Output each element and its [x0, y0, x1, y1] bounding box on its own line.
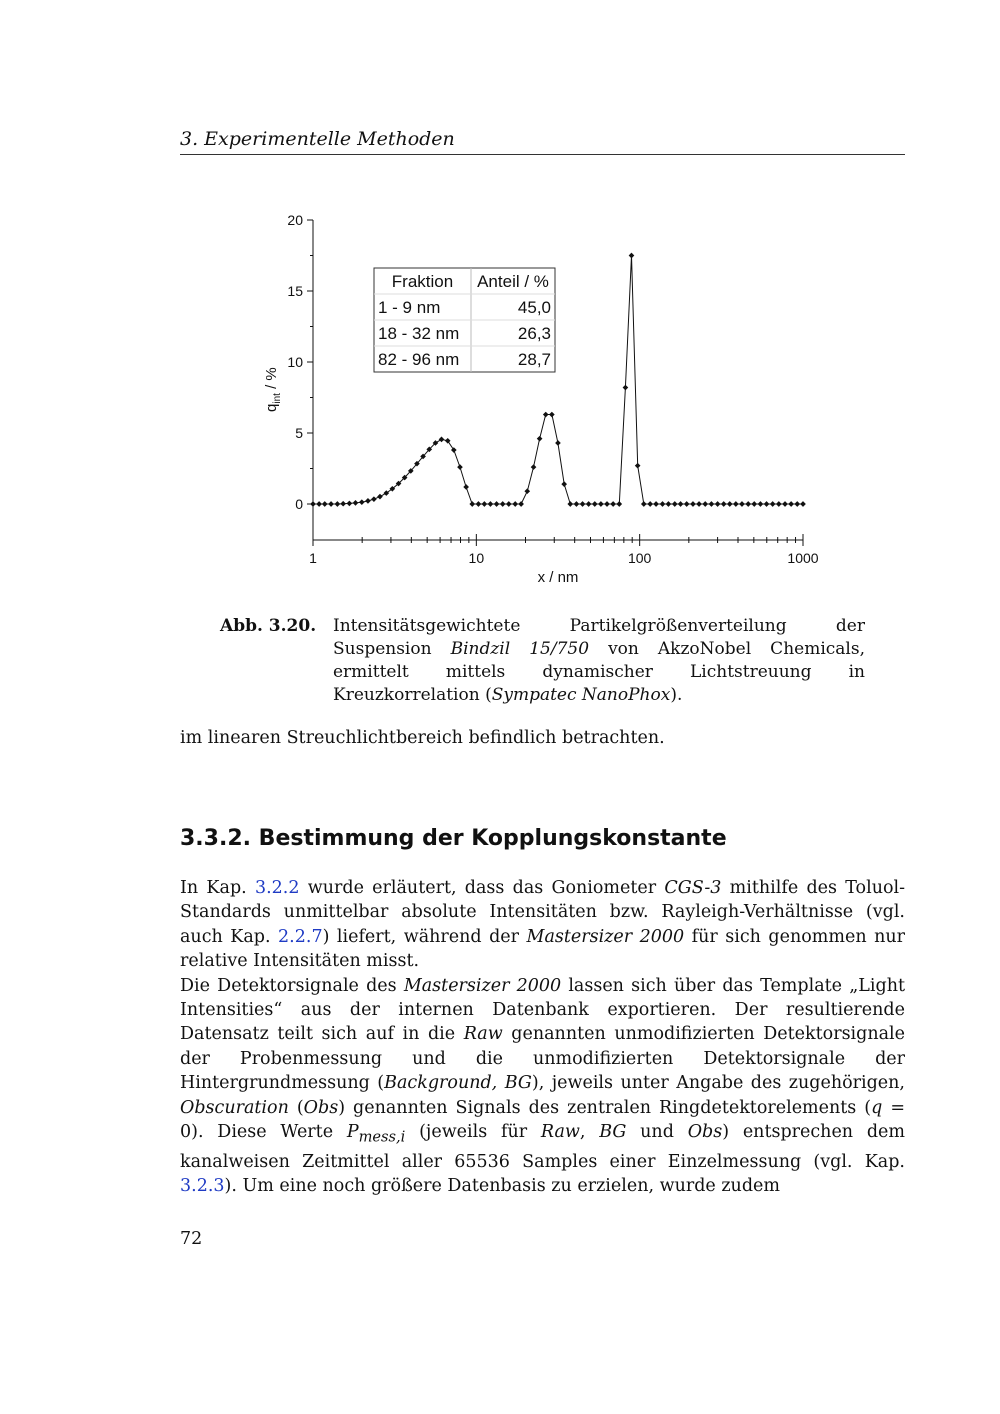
data-point	[616, 501, 622, 507]
data-point	[758, 501, 764, 507]
caption-text: Intensitätsgewichtete Partikelgrößenverteilung der Suspension Bindzil 15/750 von AkzoNobel Chemicals, ermittelt mittels dynamischer Lichtstreuung in Kreuzkorrelation (Sympatec NanoPhox).	[333, 616, 865, 705]
section-title: Bestimmung der Kopplungskonstante	[258, 826, 727, 851]
data-point	[574, 501, 580, 507]
inset-table	[374, 268, 555, 372]
data-point	[782, 501, 788, 507]
data-point	[715, 501, 721, 507]
y-tick-label: 15	[287, 283, 303, 299]
data-point	[696, 501, 702, 507]
data-point	[666, 501, 672, 507]
section-number: 3.3.2.	[180, 826, 251, 851]
inset-cell: 18 - 32 nm	[378, 324, 460, 343]
data-point	[580, 501, 586, 507]
data-point	[592, 501, 598, 507]
continuation-line: im linearen Streuchlichtbereich befindlich betrachten.	[180, 728, 665, 748]
data-point	[371, 496, 377, 502]
x-axis-label: x / nm	[537, 569, 579, 586]
data-point	[451, 447, 457, 453]
data-point	[335, 501, 341, 507]
data-point	[751, 501, 757, 507]
data-point	[567, 501, 573, 507]
data-point	[310, 501, 316, 507]
data-point	[660, 501, 666, 507]
data-point	[476, 501, 482, 507]
data-point	[488, 501, 494, 507]
data-point	[623, 385, 629, 391]
data-point	[549, 412, 555, 418]
data-point	[598, 501, 604, 507]
data-point	[604, 501, 610, 507]
y-tick-label: 20	[287, 212, 303, 228]
y-tick-label: 10	[287, 354, 303, 370]
data-point	[721, 501, 727, 507]
data-point	[586, 501, 592, 507]
data-point	[794, 501, 800, 507]
data-point	[727, 501, 733, 507]
x-tick-label: 100	[627, 550, 652, 566]
section-heading	[180, 826, 727, 851]
data-point	[500, 501, 506, 507]
caption-label: Abb. 3.20.	[220, 616, 317, 636]
particle-size-chart	[240, 200, 840, 590]
inset-header-cell: Anteil / %	[477, 272, 549, 291]
ref-link[interactable]: 2.2.7	[278, 926, 323, 947]
data-point	[512, 501, 518, 507]
data-point	[800, 501, 806, 507]
y-tick-label: 0	[295, 496, 303, 512]
y-label-sub: int	[272, 393, 283, 404]
data-point	[745, 501, 751, 507]
data-point	[555, 440, 561, 446]
data-point	[328, 501, 334, 507]
ref-link[interactable]: 3.2.2	[254, 878, 300, 898]
data-point	[365, 498, 371, 504]
data-point	[359, 499, 365, 505]
data-point	[610, 501, 616, 507]
data-point	[347, 501, 353, 507]
inset-cell: 45,0	[517, 298, 551, 317]
data-point	[543, 412, 549, 418]
data-point	[518, 501, 524, 507]
data-point	[457, 464, 463, 470]
inset-cell: 28,7	[517, 350, 551, 369]
data-point	[653, 501, 659, 507]
data-point	[702, 501, 708, 507]
inset-header-cell: Fraktion	[391, 272, 454, 291]
figure-caption	[220, 615, 865, 707]
y-axis-label	[263, 367, 283, 412]
data-point	[561, 481, 567, 487]
data-point	[531, 464, 537, 470]
running-head: 3. Experimentelle Methoden	[180, 128, 905, 155]
ref-link[interactable]: 3.2.3	[180, 1176, 225, 1197]
data-point	[684, 501, 690, 507]
data-point	[635, 463, 641, 469]
y-label-main: q	[263, 403, 280, 412]
data-point	[353, 500, 359, 506]
data-point	[629, 253, 635, 259]
data-point	[469, 501, 475, 507]
data-point	[647, 501, 653, 507]
x-tick-label: 10	[468, 550, 485, 566]
data-point	[641, 501, 647, 507]
data-point	[482, 501, 488, 507]
data-point	[788, 501, 794, 507]
y-label-suffix: / %	[263, 367, 280, 394]
data-point	[739, 501, 745, 507]
data-point	[537, 436, 543, 442]
data-point	[322, 501, 328, 507]
data-point	[377, 494, 383, 500]
data-point	[445, 438, 451, 444]
data-point	[439, 437, 445, 443]
inset-cell: 26,3	[517, 324, 551, 343]
page-number: 72	[180, 1229, 203, 1249]
inset-cell: 82 - 96 nm	[378, 350, 460, 369]
data-point	[463, 484, 469, 490]
x-tick-label: 1000	[787, 550, 819, 566]
data-point	[678, 501, 684, 507]
data-point	[524, 488, 530, 494]
x-tick-label: 1	[309, 550, 317, 566]
data-point	[776, 501, 782, 507]
data-point	[733, 501, 739, 507]
inset-cell: 1 - 9 nm	[378, 298, 441, 317]
data-point	[494, 501, 500, 507]
data-point	[672, 501, 678, 507]
data-point	[764, 501, 770, 507]
paragraph-1: In Kap. 3.2.2 wurde erläutert, dass das Goniometer CGS-3 mithilfe des Toluol-Standards unmittelbar absolute Intensitäten bzw. Rayleigh-Verhältnisse (vgl. auch Kap. 2.2.7) liefert, während der Mastersizer 2000 für sich genommen nur relative Intensitäten misst. Die Detektorsignale des Mastersizer 2000 lassen sich über das Template „Light Intensities“ aus der internen Datenbank exportieren. Der resultierende Datensatz teilt sich auf in die Raw genannten unmodifizierten Detektorsignale der Probenmessung und die unmodifizierten Detektorsignale der Hintergrundmessung (Background, BG), jeweils unter Angabe des zugehörigen, Obscuration (Obs) genannten Signals des zentralen Ringdetektorelements (q = 0). Diese Werte $P_{mess,i}$ (jeweils für Raw, BG und Obs) entsprechen dem kanalweisen Zeitmittel aller 65536 Samples einer Einzelmessung (vgl. Kap. 3.2.3). Um eine noch größere Datenbasis zu erzielen, wurde zudem	[180, 878, 906, 1197]
data-point	[506, 501, 512, 507]
data-point	[316, 501, 322, 507]
data-point	[690, 501, 696, 507]
y-tick-label: 5	[295, 425, 303, 441]
data-point	[340, 501, 346, 507]
data-point	[770, 501, 776, 507]
data-point	[709, 501, 715, 507]
